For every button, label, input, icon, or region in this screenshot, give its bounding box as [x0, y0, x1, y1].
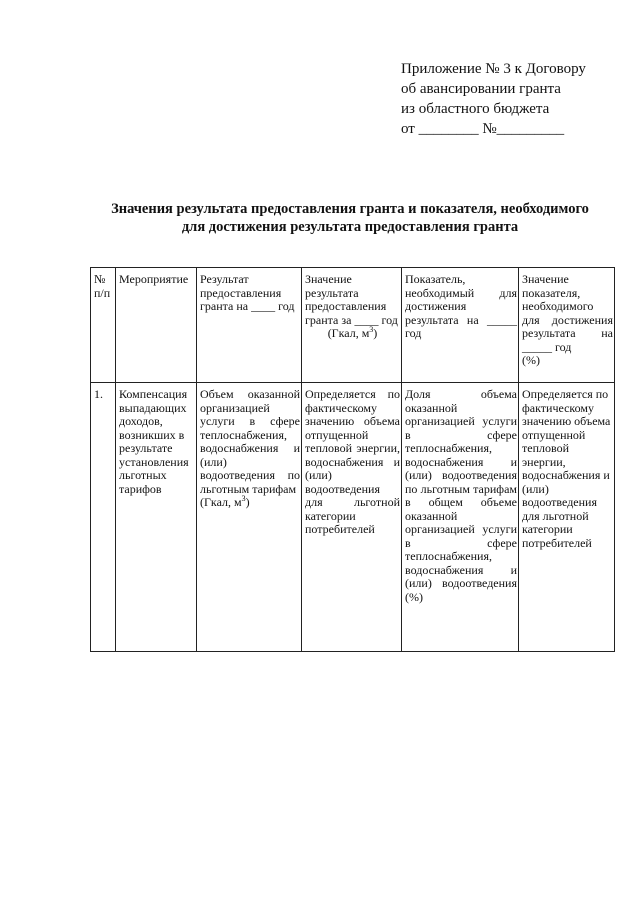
- header-indicator: Показатель, необходимый для достижения результата на _____ год: [402, 268, 519, 383]
- appendix-line-2: об авансировании гранта: [401, 81, 561, 97]
- row-result-text: Объем оказанной организацией услуги в сфере теплоснабжения, водоснабжения и (или) водоотведения по льготным тарифам: [200, 387, 300, 496]
- header-result-value-text: Значение результата предоставления гранта за ____ год: [305, 272, 398, 327]
- results-table: [90, 267, 615, 652]
- appendix-line-3: из областного бюджета: [401, 101, 550, 117]
- row-activity: Компенсация выпадающих доходов, возникших в результате установления льготных тарифов: [116, 383, 197, 652]
- table-header-row: [91, 268, 615, 383]
- header-number: № п/п: [91, 268, 116, 383]
- header-result-value: [302, 268, 402, 383]
- table-row: [91, 383, 615, 652]
- header-result: Результат предоставления гранта на ____ год: [197, 268, 302, 383]
- row-number: 1.: [91, 383, 116, 652]
- row-indicator: Доля объема оказанной организацией услуги в сфере теплоснабжения, водоснабжения и (или) водоотведения по льготным тарифам в общем объеме оказанной организацией услуги в сфере теплоснабжения, водоснабжения и (или) водоотведения (%): [402, 383, 519, 652]
- header-indicator-value: [519, 268, 615, 383]
- header-indicator-value-text: Значение показателя, необходимого для достижения результата на _____ год: [522, 272, 613, 354]
- row-indicator-value: Определяется по фактическому значению объема отпущенной тепловой энергии, водоснабжения и (или) водоотведения для льготной категории потребителей: [519, 383, 615, 652]
- header-indicator-value-unit: (%): [522, 353, 540, 367]
- row-result-unit: (Гкал, $м^3$): [200, 494, 250, 509]
- appendix-line-4: от ________ №_________: [401, 121, 565, 137]
- header-result-value-unit: (Гкал, $м^3$): [327, 325, 378, 340]
- title-line-2: для достижения результата предоставления гранта: [181, 219, 519, 235]
- header-activity: Мероприятие: [116, 268, 197, 383]
- document-title: [60, 200, 640, 236]
- row-result: [197, 383, 302, 652]
- row-result-value: Определяется по фактическому значению объема отпущенной тепловой энергии, водоснабжения и (или) водоотведения для льготной категории потребителей: [302, 383, 402, 652]
- appendix-line-1: Приложение № 3 к Договору: [401, 61, 586, 77]
- appendix-block: [401, 59, 621, 139]
- title-line-1: Значения результата предоставления гранта и показателя, необходимого: [111, 201, 589, 217]
